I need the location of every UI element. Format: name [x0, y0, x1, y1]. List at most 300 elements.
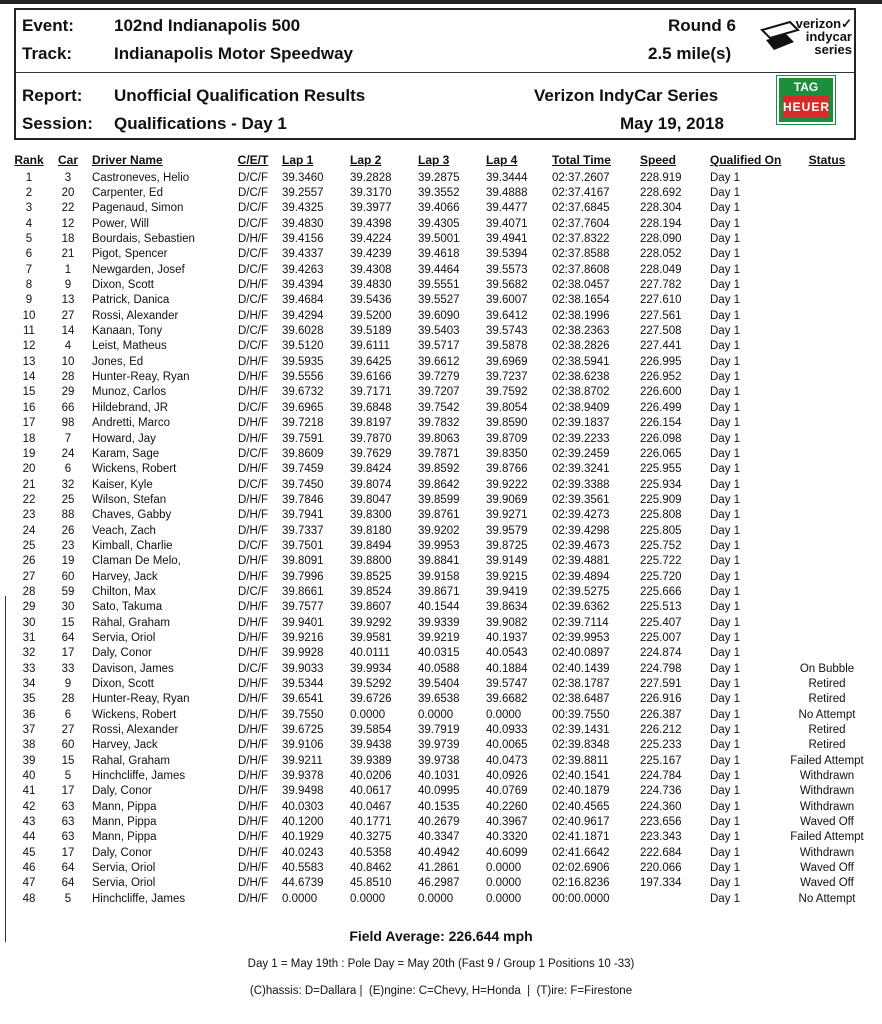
table-row	[8, 201, 864, 216]
car-number-cell: 3	[64, 171, 72, 184]
chassis-engine-tire-cell: D/H/F	[237, 708, 269, 721]
chassis-engine-tire-cell: D/H/F	[237, 724, 269, 737]
driver-name-cell: Patrick, Danica	[92, 294, 170, 307]
round-number: Round 6	[668, 16, 736, 35]
chassis-engine-tire-cell: D/H/F	[237, 555, 269, 568]
total-time-cell: 02:38.1654	[552, 294, 610, 307]
status-cell	[790, 416, 864, 431]
total-time-cell: 02:39.1837	[552, 417, 610, 430]
driver-name-cell: Castroneves, Helio	[92, 171, 190, 184]
lap4-cell: 39.9149	[486, 555, 528, 568]
rank-cell: 44	[22, 831, 36, 844]
logo-tag-text: TAG	[793, 80, 819, 94]
driver-name-cell: Daly, Conor	[92, 647, 152, 660]
car-number-cell: 15	[61, 754, 75, 767]
status-cell	[790, 584, 864, 599]
lap2-cell: 40.1771	[350, 816, 392, 829]
lap2-cell: 39.8607	[350, 601, 392, 614]
driver-name-cell: Pagenaud, Simon	[92, 202, 184, 215]
car-number-cell: 14	[61, 325, 75, 338]
car-number-cell: 17	[61, 785, 75, 798]
status-cell	[790, 308, 864, 323]
speed-cell: 222.684	[640, 846, 682, 859]
qualified-on-cell: Day 1	[710, 662, 741, 675]
rank-cell: 10	[22, 309, 36, 322]
total-time-cell: 02:37.6845	[552, 202, 610, 215]
table-row	[8, 584, 864, 599]
lap1-cell: 39.7591	[282, 432, 324, 445]
speed-cell: 224.798	[640, 662, 682, 675]
speed-cell: 228.194	[640, 217, 682, 230]
table-row	[8, 400, 864, 415]
chassis-engine-tire-cell: D/H/F	[237, 463, 269, 476]
lap2-cell: 39.4224	[350, 233, 392, 246]
lap4-cell: 40.0065	[486, 739, 528, 752]
lap1-cell: 39.9216	[282, 631, 324, 644]
driver-name-cell: Claman De Melo,	[92, 555, 181, 568]
qualified-on-cell: Day 1	[710, 217, 741, 230]
driver-name-cell: Rossi, Alexander	[92, 724, 179, 737]
total-time-cell: 02:38.2363	[552, 325, 610, 338]
table-row	[8, 385, 864, 400]
car-number-cell: 30	[61, 601, 75, 614]
qualified-on-cell: Day 1	[710, 754, 741, 767]
table-row	[8, 707, 864, 722]
chassis-engine-tire-cell: D/H/F	[237, 846, 269, 859]
lap3-cell: 39.8671	[418, 585, 460, 598]
rank-cell: 8	[25, 279, 33, 292]
table-row	[8, 323, 864, 338]
lap4-cell: 39.9082	[486, 616, 528, 629]
chassis-engine-tire-cell: D/H/F	[237, 417, 269, 430]
car-number-cell: 6	[64, 463, 72, 476]
logo-verizon-text: verizon✓	[795, 16, 852, 31]
status-cell	[790, 339, 864, 354]
car-number-cell: 27	[61, 309, 75, 322]
qualified-on-cell: Day 1	[710, 401, 741, 414]
chassis-engine-tire-cell: D/H/F	[237, 616, 269, 629]
session-value: Qualifications - Day 1	[114, 114, 287, 133]
total-time-cell: 02:39.2459	[552, 447, 610, 460]
driver-name-cell: Veach, Zach	[92, 524, 156, 537]
status-cell: Withdrawn	[799, 846, 855, 859]
lap3-cell: 39.9219	[418, 631, 460, 644]
rank-cell: 37	[22, 724, 36, 737]
qualified-on-cell: Day 1	[710, 325, 741, 338]
speed-cell: 225.909	[640, 493, 682, 506]
lap3-cell: 39.9339	[418, 616, 460, 629]
rank-cell: 32	[22, 647, 36, 660]
qualified-on-cell: Day 1	[710, 877, 741, 890]
driver-name-cell: Harvey, Jack	[92, 570, 158, 583]
rank-cell: 12	[22, 340, 36, 353]
driver-name-cell: Kanaan, Tony	[92, 325, 163, 338]
lap4-cell: 40.6099	[486, 846, 528, 859]
status-cell	[790, 477, 864, 492]
driver-name-cell: Dixon, Scott	[92, 678, 154, 691]
total-time-cell: 02:39.7114	[552, 616, 609, 629]
chassis-engine-tire-cell: D/C/F	[237, 662, 269, 675]
driver-name-cell: Karam, Sage	[92, 447, 160, 460]
lap4-cell: 40.0926	[486, 770, 528, 783]
chassis-engine-tire-cell: D/C/F	[237, 539, 269, 552]
lap3-cell: 40.0588	[418, 662, 460, 675]
car-number-cell: 5	[64, 892, 72, 905]
lap3-cell: 40.1031	[418, 770, 460, 783]
car-number-cell: 28	[61, 693, 75, 706]
track-distance: 2.5 mile(s)	[648, 44, 732, 63]
qualified-on-cell: Day 1	[710, 263, 741, 276]
rank-cell: 45	[22, 846, 36, 859]
lap3-cell: 39.7871	[418, 447, 460, 460]
lap3-cell: 40.0315	[418, 647, 460, 660]
rank-cell: 35	[22, 693, 36, 706]
car-number-cell: 17	[61, 647, 75, 660]
speed-cell: 226.995	[640, 355, 682, 368]
speed-cell: 225.720	[640, 570, 682, 583]
lap1-cell: 39.4394	[282, 279, 324, 292]
table-row	[8, 768, 864, 783]
lap2-cell: 40.0617	[350, 785, 392, 798]
status-cell: Retired	[808, 693, 846, 706]
qualified-on-cell: Day 1	[710, 371, 741, 384]
chassis-engine-tire-cell: D/C/F	[237, 401, 269, 414]
lap1-cell: 39.7218	[282, 417, 324, 430]
lap2-cell: 39.9438	[350, 739, 392, 752]
car-number-cell: 9	[64, 279, 72, 292]
lap2-cell: 39.8074	[350, 478, 392, 491]
lap2-cell: 39.5200	[350, 309, 392, 322]
rank-cell: 42	[22, 800, 36, 813]
lap4-cell: 39.5573	[486, 263, 528, 276]
lap1-cell: 40.0243	[282, 846, 324, 859]
rank-cell: 40	[22, 770, 36, 783]
driver-name-cell: Chilton, Max	[92, 585, 156, 598]
lap2-cell: 39.6111	[350, 340, 390, 353]
chassis-engine-tire-cell: D/H/F	[237, 877, 269, 890]
lap4-cell: 40.2260	[486, 800, 528, 813]
driver-name-cell: Carpenter, Ed	[92, 187, 163, 200]
event-label: Event:	[22, 16, 74, 35]
lap1-cell: 39.4294	[282, 309, 324, 322]
speed-cell: 225.007	[640, 631, 682, 644]
lap2-cell: 39.7629	[350, 447, 392, 460]
qualified-on-cell: Day 1	[710, 647, 741, 660]
lap4-cell: 40.0543	[486, 647, 528, 660]
driver-name-cell: Pigot, Spencer	[92, 248, 168, 261]
rank-cell: 16	[22, 401, 36, 414]
table-row	[8, 262, 864, 277]
car-number-cell: 9	[64, 678, 72, 691]
col-car: Car	[57, 153, 78, 167]
status-cell	[790, 400, 864, 415]
lap3-cell: 0.0000	[418, 708, 454, 721]
status-cell	[790, 508, 864, 523]
lap2-cell: 39.6848	[350, 401, 392, 414]
total-time-cell: 02:39.4894	[552, 570, 610, 583]
speed-cell: 226.065	[640, 447, 682, 460]
status-cell: No Attempt	[798, 708, 856, 721]
lap4-cell: 0.0000	[486, 862, 522, 875]
driver-name-cell: Leist, Matheus	[92, 340, 167, 353]
status-cell	[790, 247, 864, 262]
results-table	[8, 150, 864, 907]
total-time-cell: 02:39.8811	[552, 754, 609, 767]
total-time-cell: 02:39.3388	[552, 478, 610, 491]
lap4-cell: 39.9271	[486, 509, 528, 522]
speed-cell: 223.656	[640, 816, 682, 829]
table-row	[8, 630, 864, 645]
table-row	[8, 784, 864, 799]
chassis-engine-tire-cell: D/C/F	[237, 263, 269, 276]
qualified-on-cell: Day 1	[710, 708, 741, 721]
lap4-cell: 39.9579	[486, 524, 528, 537]
lap3-cell: 39.4618	[418, 248, 460, 261]
lap4-cell: 40.0933	[486, 724, 528, 737]
lap3-cell: 40.1535	[418, 800, 460, 813]
car-number-cell: 98	[61, 417, 75, 430]
rank-cell: 14	[22, 371, 36, 384]
lap3-cell: 39.8642	[418, 478, 460, 491]
qualified-on-cell: Day 1	[710, 539, 741, 552]
table-row	[8, 247, 864, 262]
total-time-cell: 02:38.1996	[552, 309, 610, 322]
rank-cell: 26	[22, 555, 36, 568]
lap3-cell: 40.0995	[418, 785, 460, 798]
lap2-cell: 39.9581	[350, 631, 392, 644]
total-time-cell: 02:39.4673	[552, 539, 610, 552]
verizon-indycar-logo	[760, 16, 856, 64]
car-number-cell: 25	[61, 493, 75, 506]
qualified-on-cell: Day 1	[710, 355, 741, 368]
table-row	[8, 308, 864, 323]
car-number-cell: 24	[61, 447, 75, 460]
lap3-cell: 39.9158	[418, 570, 460, 583]
status-cell: Withdrawn	[799, 785, 855, 798]
qualified-on-cell: Day 1	[710, 509, 741, 522]
col-cet: C/E/T	[237, 153, 269, 167]
lap1-cell: 0.0000	[282, 892, 318, 905]
lap1-cell: 40.0303	[282, 800, 324, 813]
status-cell	[790, 354, 864, 369]
lap4-cell: 39.3444	[486, 171, 528, 184]
qualified-on-cell: Day 1	[710, 739, 741, 752]
rank-cell: 25	[22, 539, 36, 552]
table-row	[8, 277, 864, 292]
qualified-on-cell: Day 1	[710, 386, 741, 399]
status-cell	[790, 462, 864, 477]
total-time-cell: 02:38.6487	[552, 693, 610, 706]
total-time-cell: 02:38.5941	[552, 355, 610, 368]
car-number-cell: 17	[61, 846, 75, 859]
driver-name-cell: Bourdais, Sebastien	[92, 233, 195, 246]
total-time-cell: 02:37.8322	[552, 233, 610, 246]
lap2-cell: 39.9389	[350, 754, 392, 767]
driver-name-cell: Power, Will	[92, 217, 149, 230]
table-row	[8, 354, 864, 369]
rank-cell: 48	[22, 892, 36, 905]
session-label: Session:	[22, 114, 93, 133]
lap3-cell: 39.4464	[418, 263, 460, 276]
table-row	[8, 339, 864, 354]
lap1-cell: 39.8609	[282, 447, 324, 460]
qualified-on-cell: Day 1	[710, 724, 741, 737]
lap2-cell: 40.8462	[350, 862, 392, 875]
speed-cell: 225.752	[640, 539, 682, 552]
lap3-cell: 0.0000	[418, 892, 454, 905]
lap1-cell: 39.7450	[282, 478, 324, 491]
driver-name-cell: Wickens, Robert	[92, 463, 177, 476]
lap3-cell: 39.8599	[418, 493, 460, 506]
col-total-time: Total Time	[552, 153, 611, 167]
lap3-cell: 39.5551	[418, 279, 460, 292]
qualified-on-cell: Day 1	[710, 309, 741, 322]
qualified-on-cell: Day 1	[710, 678, 741, 691]
table-row	[8, 722, 864, 737]
table-row	[8, 508, 864, 523]
lap2-cell: 39.7171	[350, 386, 392, 399]
results-body	[8, 170, 864, 907]
lap1-cell: 39.5344	[282, 678, 324, 691]
lap2-cell: 0.0000	[350, 708, 386, 721]
table-row	[8, 231, 864, 246]
lap1-cell: 39.7459	[282, 463, 324, 476]
lap1-cell: 39.5556	[282, 371, 324, 384]
car-number-cell: 32	[61, 478, 75, 491]
total-time-cell: 00:00.0000	[552, 892, 610, 905]
chassis-engine-tire-cell: D/C/F	[237, 340, 269, 353]
driver-name-cell: Sato, Takuma	[92, 601, 163, 614]
total-time-cell: 00:39.7550	[552, 708, 610, 721]
driver-name-cell: Mann, Pippa	[92, 831, 157, 844]
table-row	[8, 462, 864, 477]
lap1-cell: 39.2557	[282, 187, 324, 200]
speed-cell: 223.343	[640, 831, 682, 844]
speed-cell: 225.233	[640, 739, 682, 752]
driver-name-cell: Kaiser, Kyle	[92, 478, 153, 491]
speed-cell: 225.934	[640, 478, 682, 491]
chassis-engine-tire-cell: D/C/F	[237, 294, 269, 307]
chassis-engine-tire-cell: D/C/F	[237, 217, 269, 230]
table-row	[8, 753, 864, 768]
lap2-cell: 39.4398	[350, 217, 392, 230]
speed-cell: 226.154	[640, 417, 682, 430]
lap4-cell: 39.9069	[486, 493, 528, 506]
legend-note: (C)hassis: D=Dallara | (E)ngine: C=Chevy, H=Honda | (T)ire: F=Firestone	[249, 985, 633, 997]
lap1-cell: 39.6028	[282, 325, 324, 338]
rank-cell: 38	[22, 739, 36, 752]
lap1-cell: 39.8661	[282, 585, 324, 598]
lap1-cell: 39.7941	[282, 509, 324, 522]
table-row	[8, 738, 864, 753]
total-time-cell: 02:38.2826	[552, 340, 610, 353]
driver-name-cell: Hunter-Reay, Ryan	[92, 693, 190, 706]
status-cell	[790, 538, 864, 553]
status-cell	[790, 216, 864, 231]
total-time-cell: 02:39.3561	[552, 493, 610, 506]
chassis-engine-tire-cell: D/H/F	[237, 631, 269, 644]
lap3-cell: 39.7279	[418, 371, 460, 384]
speed-cell: 228.692	[640, 187, 682, 200]
status-cell: Waved Off	[800, 862, 854, 875]
qualified-on-cell: Day 1	[710, 631, 741, 644]
speed-cell: 227.591	[640, 678, 682, 691]
table-row	[8, 416, 864, 431]
car-number-cell: 6	[64, 708, 72, 721]
speed-cell: 225.407	[640, 616, 682, 629]
car-number-cell: 63	[61, 800, 75, 813]
status-cell: Retired	[808, 678, 846, 691]
total-time-cell: 02:40.1541	[552, 770, 610, 783]
rank-cell: 7	[25, 263, 33, 276]
driver-name-cell: Wilson, Stefan	[92, 493, 167, 506]
rank-cell: 23	[22, 509, 36, 522]
lap2-cell: 39.8300	[350, 509, 392, 522]
lap3-cell: 39.4305	[418, 217, 460, 230]
total-time-cell: 02:39.3241	[552, 463, 610, 476]
driver-name-cell: Andretti, Marco	[92, 417, 170, 430]
qualified-on-cell: Day 1	[710, 417, 741, 430]
table-row	[8, 646, 864, 661]
chassis-engine-tire-cell: D/H/F	[237, 509, 269, 522]
lap3-cell: 39.6090	[418, 309, 460, 322]
status-cell: Retired	[808, 739, 846, 752]
lap3-cell: 39.7542	[418, 401, 460, 414]
lap4-cell: 40.0769	[486, 785, 528, 798]
status-cell	[790, 170, 864, 185]
col-rank: Rank	[14, 153, 44, 167]
lap3-cell: 39.5403	[418, 325, 460, 338]
lap1-cell: 39.9498	[282, 785, 324, 798]
qualified-on-cell: Day 1	[710, 816, 741, 829]
lap4-cell: 0.0000	[486, 892, 522, 905]
driver-name-cell: Hinchcliffe, James	[92, 892, 186, 905]
total-time-cell: 02:37.2607	[552, 171, 610, 184]
table-row	[8, 477, 864, 492]
driver-name-cell: Wickens, Robert	[92, 708, 177, 721]
col-lap1: Lap 1	[282, 153, 314, 167]
lap3-cell: 39.8592	[418, 463, 460, 476]
speed-cell: 226.098	[640, 432, 682, 445]
qualified-on-cell: Day 1	[710, 693, 741, 706]
lap2-cell: 40.3275	[350, 831, 392, 844]
lap3-cell: 39.4066	[418, 202, 460, 215]
table-row	[8, 814, 864, 829]
status-cell	[790, 293, 864, 308]
table-row	[8, 431, 864, 446]
total-time-cell: 02:41.1871	[552, 831, 610, 844]
lap4-cell: 39.9222	[486, 478, 528, 491]
lap2-cell: 39.8524	[350, 585, 392, 598]
rank-cell: 1	[25, 171, 33, 184]
lap1-cell: 39.9211	[282, 754, 323, 767]
speed-cell: 224.874	[640, 647, 682, 660]
rank-cell: 36	[22, 708, 36, 721]
qualified-on-cell: Day 1	[710, 202, 741, 215]
status-cell: Failed Attempt	[790, 754, 864, 767]
speed-cell: 225.808	[640, 509, 682, 522]
total-time-cell: 02:37.4167	[552, 187, 610, 200]
lap2-cell: 40.5358	[350, 846, 392, 859]
speed-cell: 228.919	[640, 171, 682, 184]
speed-cell: 225.666	[640, 585, 682, 598]
driver-name-cell: Mann, Pippa	[92, 800, 157, 813]
qualified-on-cell: Day 1	[710, 601, 741, 614]
table-row	[8, 876, 864, 891]
speed-cell: 226.952	[640, 371, 682, 384]
car-number-cell: 12	[61, 217, 75, 230]
speed-cell: 227.561	[640, 309, 682, 322]
